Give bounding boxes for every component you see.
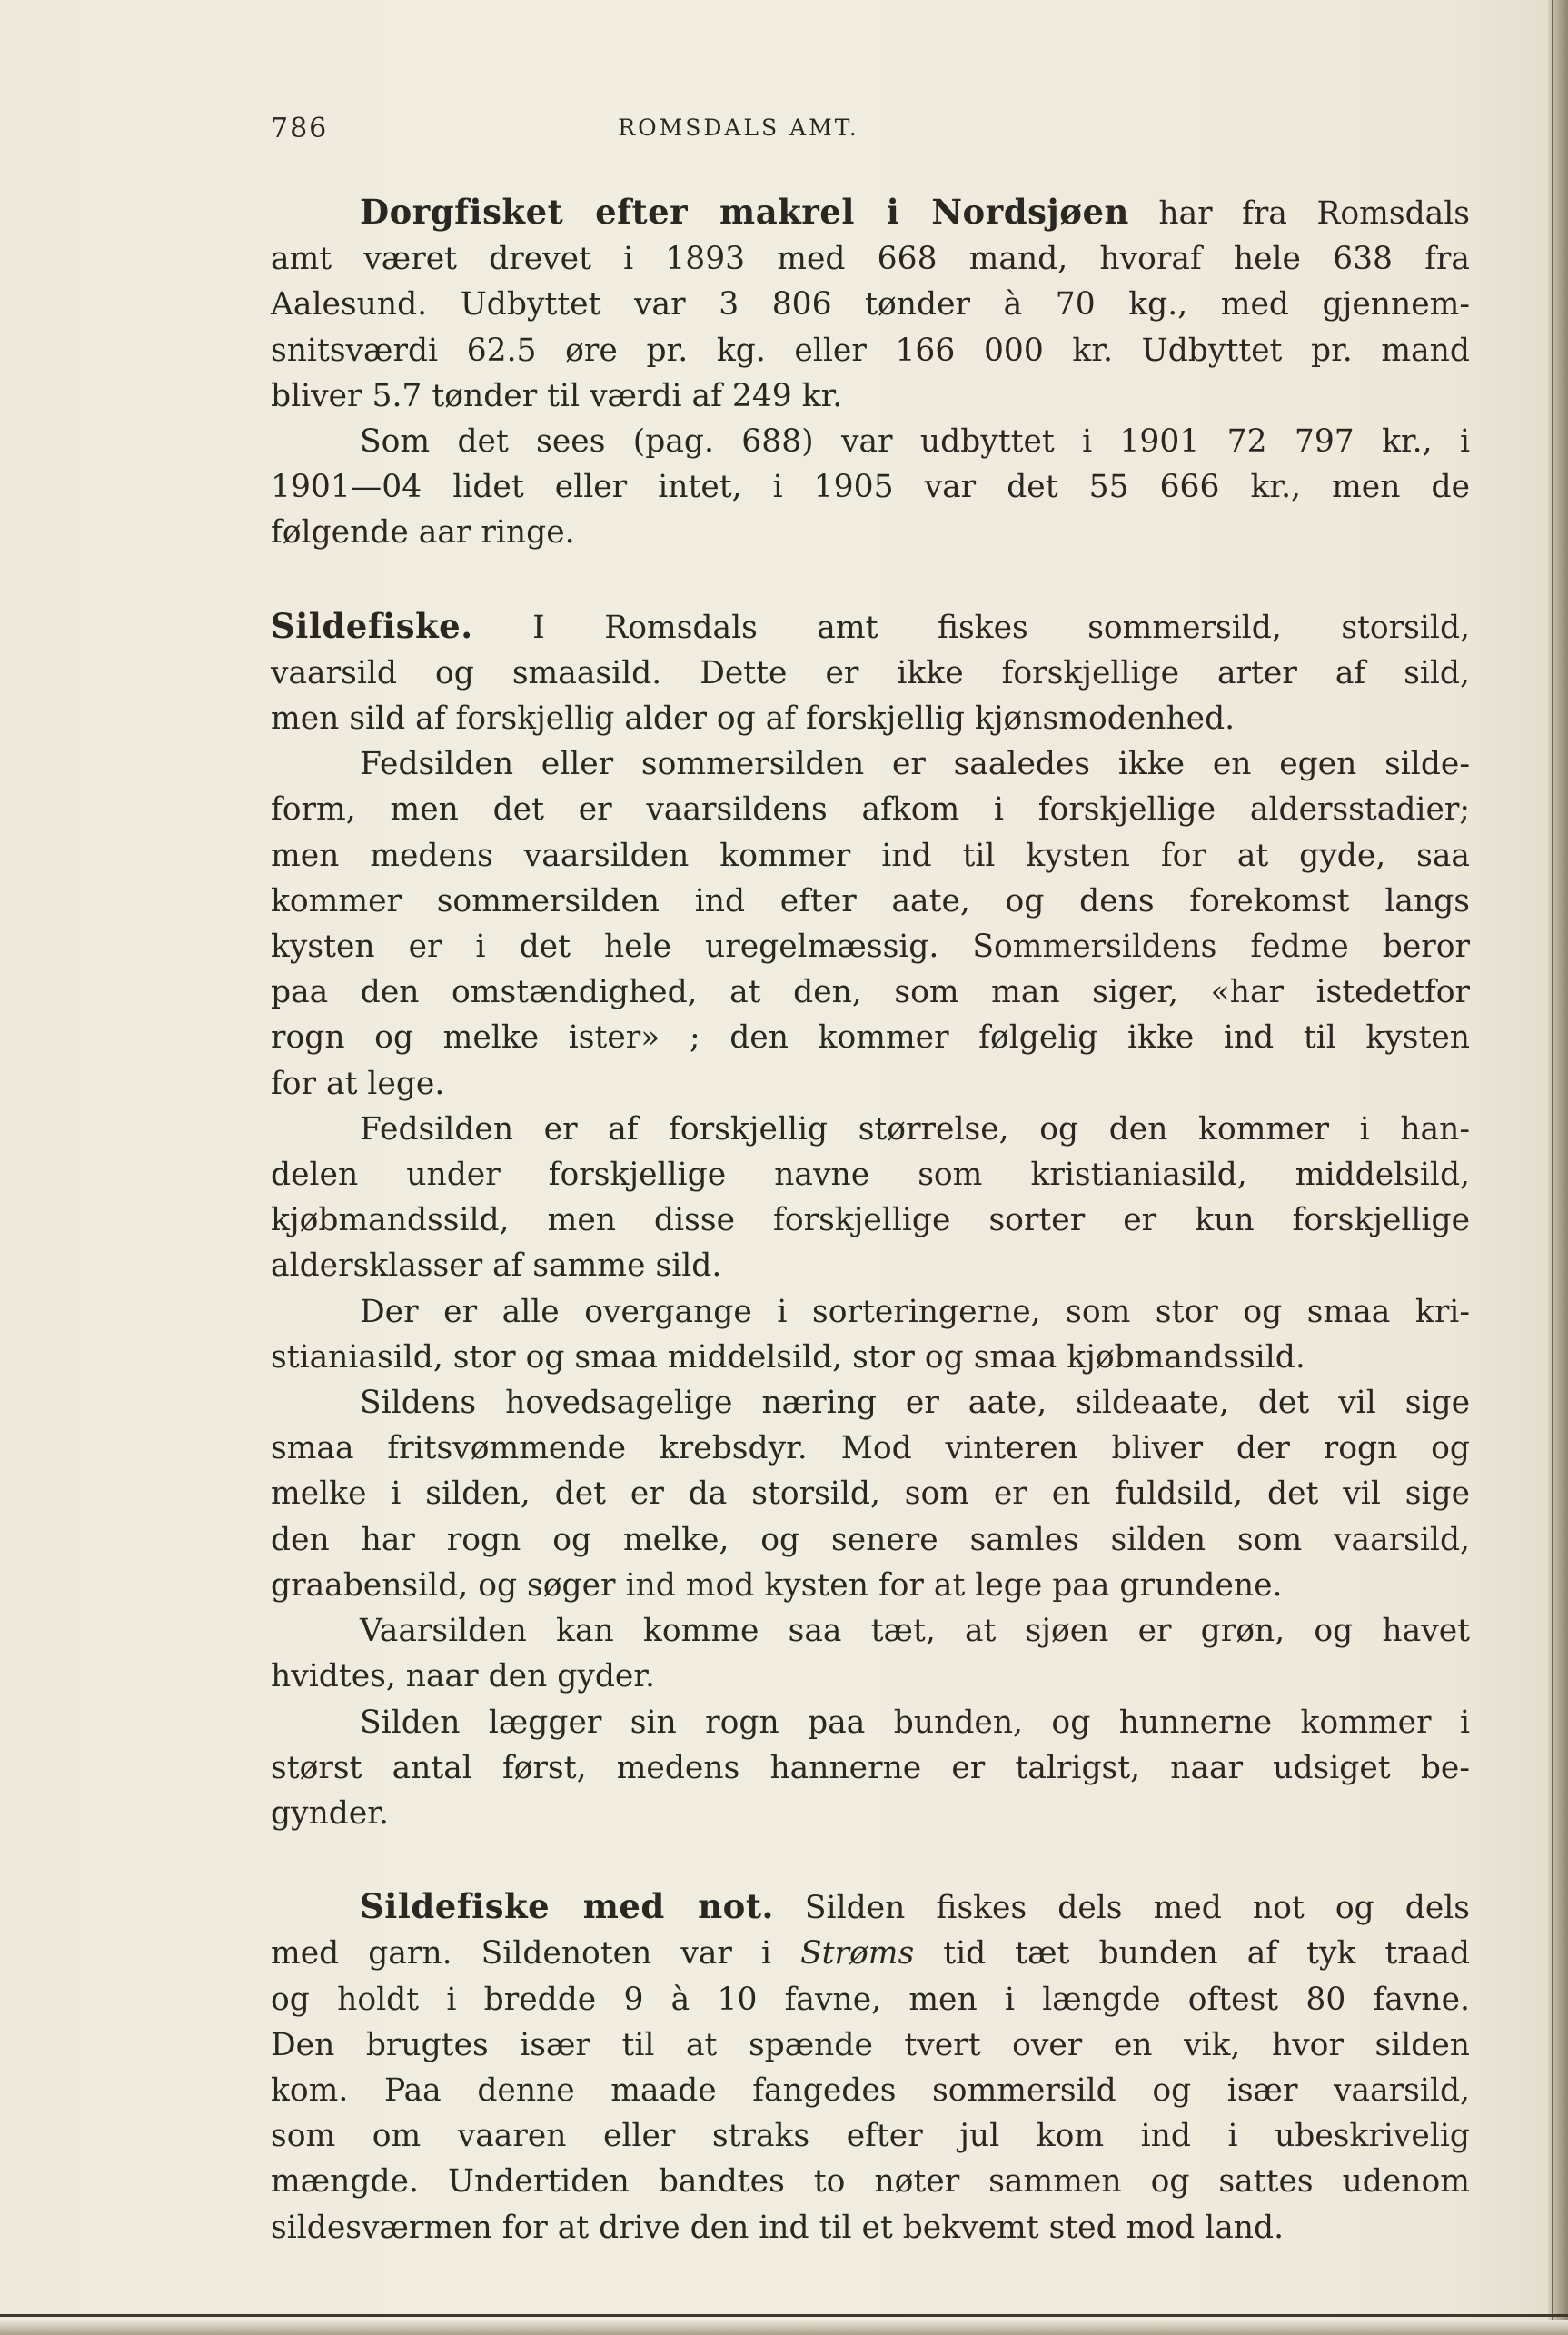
text-line: med garn. Sildenoten var i Strøms tid tæt bunden af tyk traad (271, 1935, 1470, 1972)
text-line: for at lege. (271, 1065, 445, 1102)
running-head: ROMSDALS AMT. (618, 114, 859, 141)
text-line: Fedsilden er af forskjellig størrelse, og den kommer i han- (360, 1110, 1470, 1148)
paragraph-sildefiske-med-not (271, 1883, 1470, 2251)
text-line: størst antal først, medens hannerne er talrigst, naar udsiget be- (271, 1749, 1470, 1786)
text-line: men medens vaarsilden kommer ind til kysten for at gyde, saa (271, 837, 1470, 874)
text-line: melke i silden, det er da storsild, som er en fuldsild, det vil sige (271, 1476, 1470, 1513)
text-line: og holdt i bredde 9 à 10 favne, men i længde oftest 80 favne. (271, 1981, 1470, 2018)
text-line: aldersklasser af samme sild. (271, 1247, 722, 1285)
text-line: Den brugtes især til at spænde tvert over en vik, hvor silden (271, 2026, 1470, 2063)
paragraph-sildefiske (271, 603, 1470, 742)
italic-name: Strøms (800, 1935, 915, 1972)
text-line: form, men det er vaarsildens afkom i forskjellige aldersstadier; (271, 791, 1470, 829)
paragraph-vaarsilden (271, 1608, 1470, 1699)
text-line: men sild af forskjellig alder og af forskjellig kjønsmodenhed. (271, 700, 1236, 738)
text-line: smaa fritsvømmende krebsdyr. Mod vinteren bliver der rogn og (271, 1430, 1470, 1467)
section-heading-sildefiske: Sildefiske. (271, 605, 473, 646)
text-line: Som det sees (pag. 688) var udbyttet i 1901 72 797 kr., i (360, 423, 1470, 461)
text-line: amt været drevet i 1893 med 668 mand, hvoraf hele 638 fra (271, 241, 1470, 278)
text-line: Der er alle overgange i sorteringerne, som stor og smaa kri- (360, 1293, 1470, 1330)
text-line: paa den omstændighed, at den, som man siger, «har istedetfor (271, 974, 1470, 1011)
text-line: 1901—04 lidet eller intet, i 1905 var det 55 666 kr., men de (271, 469, 1470, 506)
text-line: Vaarsilden kan komme saa tæt, at sjøen er grøn, og havet (360, 1613, 1470, 1650)
text-line: Sildefiske. I Romsdals amt fiskes sommersild, storsild, (271, 605, 1470, 646)
text-line: mængde. Undertiden bandtes to nøter sammen og sattes udenom (271, 2163, 1470, 2201)
page-edge-line (1552, 0, 1553, 2335)
paragraph-overgange (271, 1289, 1470, 1380)
text-line: stianiasild, stor og smaa middelsild, stor og smaa kjøbmandssild. (271, 1338, 1305, 1376)
text-line: gynder. (271, 1794, 389, 1832)
text-line: bliver 5.7 tønder til værdi af 249 kr. (271, 377, 843, 414)
paragraph-dorgfisket (271, 189, 1470, 419)
text-line: som om vaaren eller straks efter jul kom ind i ubeskrivelig (271, 2118, 1470, 2155)
page-header (271, 113, 1470, 149)
page-bottom-edge (0, 2320, 1568, 2335)
text-line: følgende aar ringe. (271, 514, 575, 551)
text-line: kommer sommersilden ind efter aate, og dens forekomst langs (271, 882, 1470, 919)
text-line: graabensild, og søger ind mod kysten for at lege paa grundene. (271, 1566, 1283, 1604)
text-line: kjøbmandssild, men disse forskjellige sorter er kun forskjellige (271, 1202, 1470, 1239)
text-line: vaarsild og smaasild. Dette er ikke forskjellige arter af sild, (271, 654, 1470, 691)
text-line: snitsværdi 62.5 øre pr. kg. eller 166 000 kr. Udbyttet pr. mand (271, 332, 1470, 369)
text-line: rogn og melke ister» ; den kommer følgelig ikke ind til kysten (271, 1019, 1470, 1057)
paragraph-rogn (271, 1700, 1470, 1837)
text-line: delen under forskjellige navne som kristianiasild, middelsild, (271, 1157, 1470, 1194)
paragraph-fedsilden (271, 741, 1470, 1107)
paragraph-naering (271, 1380, 1470, 1608)
text-line: Sildefiske med not. Silden fiskes dels med not og dels (360, 1886, 1470, 1927)
text-line: Fedsilden eller sommersilden er saaledes ikke en egen silde- (360, 746, 1470, 783)
text-line: sildesværmen for at drive den ind til et bekvemt sted mod land. (271, 2209, 1285, 2246)
page-bottom-line (0, 2314, 1568, 2317)
page-number: 786 (271, 113, 329, 144)
body-text (271, 189, 1470, 2251)
paragraph-udbytte (271, 419, 1470, 556)
text-line: kom. Paa denne maade fangedes sommersild og især vaarsild, (271, 2072, 1470, 2109)
paragraph-storrelse (271, 1107, 1470, 1289)
section-heading-sildefiske-med-not: Sildefiske med not. (360, 1886, 774, 1927)
section-heading-dorgfisket: Dorgfisket efter makrel i Nordsjøen (360, 192, 1129, 232)
text-line: kysten er i det hele uregelmæssig. Sommersildens fedme beror (271, 929, 1470, 966)
text-line: Silden lægger sin rogn paa bunden, og hunnerne kommer i (360, 1704, 1470, 1741)
text-line: Aalesund. Udbyttet var 3 806 tønder à 70 kg., med gjennem- (271, 286, 1470, 323)
text-line: Sildens hovedsagelige næring er aate, sildeaate, det vil sige (360, 1385, 1470, 1422)
text-line: den har rogn og melke, og senere samles silden som vaarsild, (271, 1521, 1470, 1558)
text-line: Dorgfisket efter makrel i Nordsjøen har fra Romsdals (360, 192, 1470, 232)
text-line: hvidtes, naar den gyder. (271, 1658, 655, 1695)
